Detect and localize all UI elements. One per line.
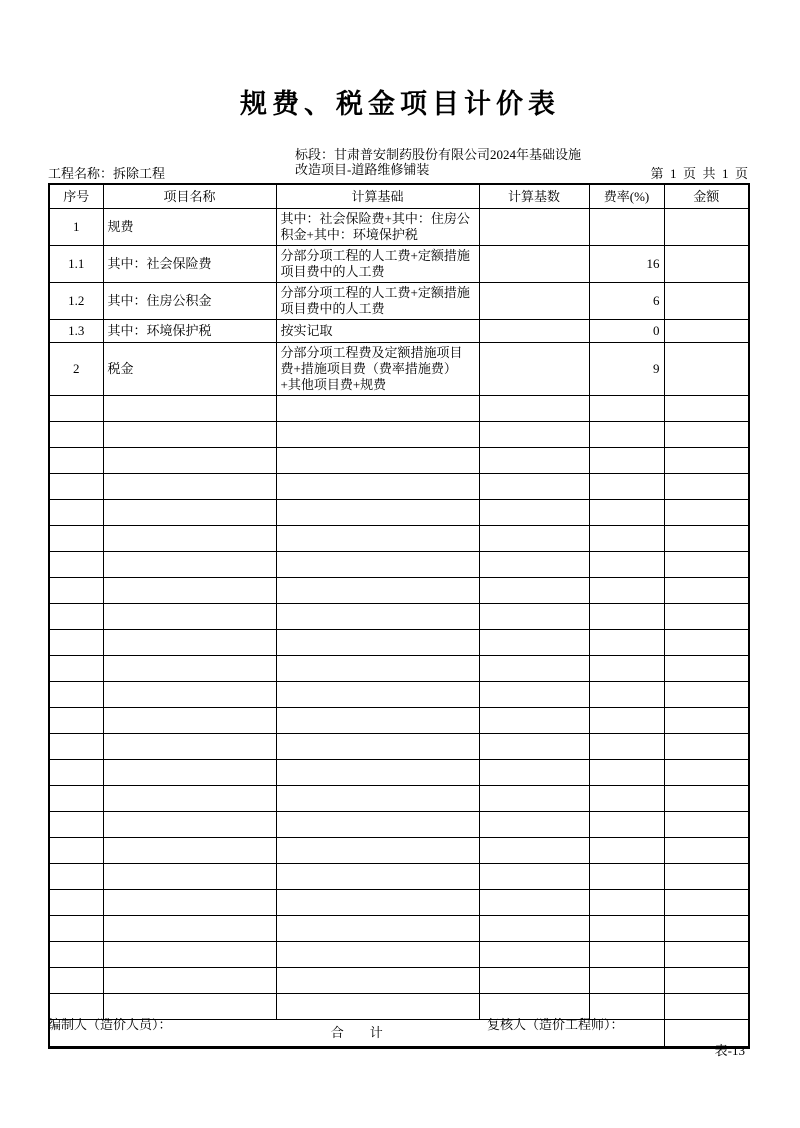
empty-cell — [589, 500, 664, 526]
empty-cell — [589, 734, 664, 760]
preparer-label: 编制人（造价人员）： — [48, 1017, 172, 1032]
table-row — [49, 209, 749, 246]
cell-base — [479, 209, 589, 246]
project-name-value: 拆除工程 — [113, 166, 166, 181]
cell-no: 1.3 — [49, 320, 103, 343]
empty-cell — [276, 578, 479, 604]
empty-cell — [479, 968, 589, 994]
empty-cell — [664, 786, 749, 812]
empty-table-row — [49, 786, 749, 812]
empty-cell — [479, 578, 589, 604]
empty-cell — [49, 708, 103, 734]
form-number: 表-13 — [714, 1043, 745, 1058]
empty-cell — [664, 578, 749, 604]
cell-basis: 分部分项工程的人工费+定额措施项目费中的人工费 — [276, 283, 479, 320]
empty-cell — [589, 604, 664, 630]
empty-cell — [479, 708, 589, 734]
empty-cell — [479, 422, 589, 448]
empty-cell — [589, 526, 664, 552]
empty-cell — [479, 734, 589, 760]
col-header-no: 序号 — [49, 184, 103, 209]
empty-cell — [664, 396, 749, 422]
empty-table-row — [49, 890, 749, 916]
empty-table-row — [49, 968, 749, 994]
empty-cell — [479, 812, 589, 838]
empty-cell — [589, 396, 664, 422]
cell-amount — [664, 246, 749, 283]
cell-basis: 按实记取 — [276, 320, 479, 343]
cell-name: 其中：住房公积金 — [103, 283, 276, 320]
empty-cell — [103, 786, 276, 812]
empty-cell — [103, 968, 276, 994]
empty-cell — [276, 838, 479, 864]
project-name-line — [48, 163, 165, 182]
empty-cell — [664, 526, 749, 552]
empty-cell — [276, 942, 479, 968]
empty-cell — [664, 474, 749, 500]
empty-cell — [49, 578, 103, 604]
cell-no: 1.2 — [49, 283, 103, 320]
cell-name: 其中：社会保险费 — [103, 246, 276, 283]
cell-basis: 分部分项工程的人工费+定额措施项目费中的人工费 — [276, 246, 479, 283]
empty-table-row — [49, 734, 749, 760]
empty-cell — [49, 396, 103, 422]
col-header-amount: 金额 — [664, 184, 749, 209]
empty-table-row — [49, 812, 749, 838]
empty-table-row — [49, 708, 749, 734]
empty-cell — [589, 942, 664, 968]
cell-no: 1 — [49, 209, 103, 246]
empty-cell — [49, 916, 103, 942]
table-row — [49, 246, 749, 283]
cell-rate — [589, 209, 664, 246]
empty-cell — [664, 604, 749, 630]
empty-cell — [103, 474, 276, 500]
empty-cell — [664, 552, 749, 578]
empty-cell — [589, 552, 664, 578]
empty-cell — [589, 916, 664, 942]
empty-table-row — [49, 396, 749, 422]
empty-cell — [103, 422, 276, 448]
empty-table-row — [49, 916, 749, 942]
empty-cell — [589, 474, 664, 500]
empty-cell — [49, 630, 103, 656]
empty-cell — [276, 656, 479, 682]
empty-cell — [103, 760, 276, 786]
empty-table-row — [49, 760, 749, 786]
empty-cell — [49, 890, 103, 916]
empty-cell — [589, 656, 664, 682]
empty-cell — [664, 812, 749, 838]
empty-cell — [276, 890, 479, 916]
cell-amount — [664, 343, 749, 396]
empty-cell — [479, 838, 589, 864]
empty-cell — [479, 916, 589, 942]
cell-name: 规费 — [103, 209, 276, 246]
empty-cell — [276, 552, 479, 578]
empty-cell — [589, 682, 664, 708]
empty-cell — [276, 994, 479, 1020]
empty-table-row — [49, 838, 749, 864]
col-header-name: 项目名称 — [103, 184, 276, 209]
page-title: 规费、税金项目计价表 — [240, 89, 560, 119]
empty-cell — [589, 448, 664, 474]
empty-cell — [103, 448, 276, 474]
empty-table-row — [49, 630, 749, 656]
empty-table-row — [49, 500, 749, 526]
cell-name: 税金 — [103, 343, 276, 396]
empty-cell — [103, 682, 276, 708]
empty-cell — [103, 396, 276, 422]
empty-cell — [276, 786, 479, 812]
empty-cell — [49, 448, 103, 474]
empty-cell — [664, 500, 749, 526]
empty-cell — [479, 630, 589, 656]
empty-cell — [589, 838, 664, 864]
empty-table-row — [49, 422, 749, 448]
empty-cell — [479, 474, 589, 500]
empty-cell — [103, 734, 276, 760]
empty-table-row — [49, 448, 749, 474]
empty-cell — [479, 500, 589, 526]
empty-cell — [479, 552, 589, 578]
empty-cell — [664, 994, 749, 1020]
empty-cell — [589, 812, 664, 838]
cell-amount — [664, 283, 749, 320]
empty-cell — [664, 630, 749, 656]
empty-cell — [276, 630, 479, 656]
empty-cell — [49, 864, 103, 890]
empty-cell — [103, 526, 276, 552]
empty-cell — [276, 968, 479, 994]
col-header-rate: 费率(%) — [589, 184, 664, 209]
empty-cell — [479, 656, 589, 682]
empty-cell — [276, 604, 479, 630]
cell-base — [479, 320, 589, 343]
empty-cell — [276, 708, 479, 734]
empty-cell — [103, 500, 276, 526]
empty-cell — [664, 448, 749, 474]
empty-cell — [103, 838, 276, 864]
empty-cell — [49, 474, 103, 500]
empty-cell — [589, 760, 664, 786]
page-number-info: 第 1 页 共 1 页 — [650, 166, 748, 181]
empty-cell — [276, 682, 479, 708]
cell-base — [479, 246, 589, 283]
empty-cell — [103, 630, 276, 656]
empty-cell — [103, 916, 276, 942]
empty-cell — [49, 786, 103, 812]
empty-cell — [664, 760, 749, 786]
header-row — [49, 184, 749, 209]
empty-cell — [479, 604, 589, 630]
empty-table-row — [49, 474, 749, 500]
empty-cell — [479, 526, 589, 552]
empty-cell — [664, 838, 749, 864]
empty-cell — [103, 812, 276, 838]
empty-cell — [589, 786, 664, 812]
empty-cell — [276, 916, 479, 942]
empty-cell — [589, 864, 664, 890]
empty-cell — [103, 552, 276, 578]
empty-cell — [49, 526, 103, 552]
empty-cell — [49, 604, 103, 630]
cell-base — [479, 283, 589, 320]
empty-rows — [49, 396, 749, 1020]
empty-cell — [103, 604, 276, 630]
empty-cell — [664, 942, 749, 968]
empty-cell — [589, 578, 664, 604]
empty-table-row — [49, 682, 749, 708]
empty-cell — [589, 708, 664, 734]
empty-cell — [664, 890, 749, 916]
empty-cell — [276, 500, 479, 526]
cell-basis: 分部分项工程费及定额措施项目费+措施项目费（费率措施费）+其他项目费+规费 — [276, 343, 479, 396]
empty-cell — [589, 968, 664, 994]
empty-cell — [276, 448, 479, 474]
empty-cell — [664, 968, 749, 994]
empty-cell — [479, 396, 589, 422]
empty-cell — [664, 864, 749, 890]
empty-cell — [664, 656, 749, 682]
table-row — [49, 343, 749, 396]
empty-cell — [479, 786, 589, 812]
empty-cell — [479, 682, 589, 708]
section-block — [295, 148, 615, 177]
empty-cell — [276, 864, 479, 890]
empty-cell — [276, 422, 479, 448]
empty-cell — [664, 916, 749, 942]
empty-cell — [103, 578, 276, 604]
empty-cell — [664, 708, 749, 734]
empty-table-row — [49, 578, 749, 604]
empty-cell — [49, 734, 103, 760]
empty-cell — [664, 734, 749, 760]
empty-table-row — [49, 864, 749, 890]
fees-taxes-table — [48, 183, 750, 1049]
cell-name: 其中：环境保护税 — [103, 320, 276, 343]
cell-rate: 6 — [589, 283, 664, 320]
cell-rate: 16 — [589, 246, 664, 283]
empty-table-row — [49, 552, 749, 578]
section-line-2: 改造项目-道路维修铺装 — [295, 161, 430, 177]
cell-rate: 9 — [589, 343, 664, 396]
cell-no: 1.1 — [49, 246, 103, 283]
empty-cell — [103, 942, 276, 968]
empty-table-row — [49, 942, 749, 968]
cell-base — [479, 343, 589, 396]
empty-cell — [479, 890, 589, 916]
empty-cell — [49, 812, 103, 838]
empty-cell — [49, 942, 103, 968]
data-rows — [49, 209, 749, 396]
empty-cell — [103, 864, 276, 890]
cell-amount — [664, 320, 749, 343]
empty-cell — [589, 890, 664, 916]
empty-cell — [479, 760, 589, 786]
empty-cell — [589, 422, 664, 448]
empty-cell — [276, 760, 479, 786]
empty-table-row — [49, 604, 749, 630]
project-name-label: 工程名称： — [48, 166, 114, 181]
empty-cell — [276, 396, 479, 422]
empty-cell — [664, 682, 749, 708]
empty-cell — [103, 656, 276, 682]
table-header — [49, 184, 749, 209]
empty-cell — [49, 656, 103, 682]
table-row — [49, 320, 749, 343]
empty-cell — [49, 422, 103, 448]
cell-no: 2 — [49, 343, 103, 396]
empty-cell — [49, 760, 103, 786]
empty-cell — [589, 630, 664, 656]
empty-cell — [276, 734, 479, 760]
empty-cell — [49, 552, 103, 578]
col-header-base: 计算基数 — [479, 184, 589, 209]
empty-cell — [276, 812, 479, 838]
total-label: 合 计 — [49, 1020, 664, 1048]
reviewer-label: 复核人（造价工程师）： — [487, 1017, 624, 1032]
empty-cell — [276, 526, 479, 552]
table-row — [49, 283, 749, 320]
empty-table-row — [49, 656, 749, 682]
empty-cell — [49, 968, 103, 994]
col-header-basis: 计算基础 — [276, 184, 479, 209]
empty-cell — [103, 890, 276, 916]
empty-table-row — [49, 526, 749, 552]
empty-cell — [49, 500, 103, 526]
empty-cell — [479, 864, 589, 890]
empty-cell — [103, 708, 276, 734]
cell-basis: 其中：社会保险费+其中：住房公积金+其中：环境保护税 — [276, 209, 479, 246]
section-line-1: 标段：甘肃普安制药股份有限公司2024年基础设施 — [295, 147, 582, 162]
cell-rate: 0 — [589, 320, 664, 343]
empty-cell — [49, 838, 103, 864]
empty-cell — [664, 422, 749, 448]
empty-cell — [276, 474, 479, 500]
cell-amount — [664, 209, 749, 246]
empty-cell — [479, 942, 589, 968]
empty-cell — [49, 682, 103, 708]
empty-cell — [479, 448, 589, 474]
